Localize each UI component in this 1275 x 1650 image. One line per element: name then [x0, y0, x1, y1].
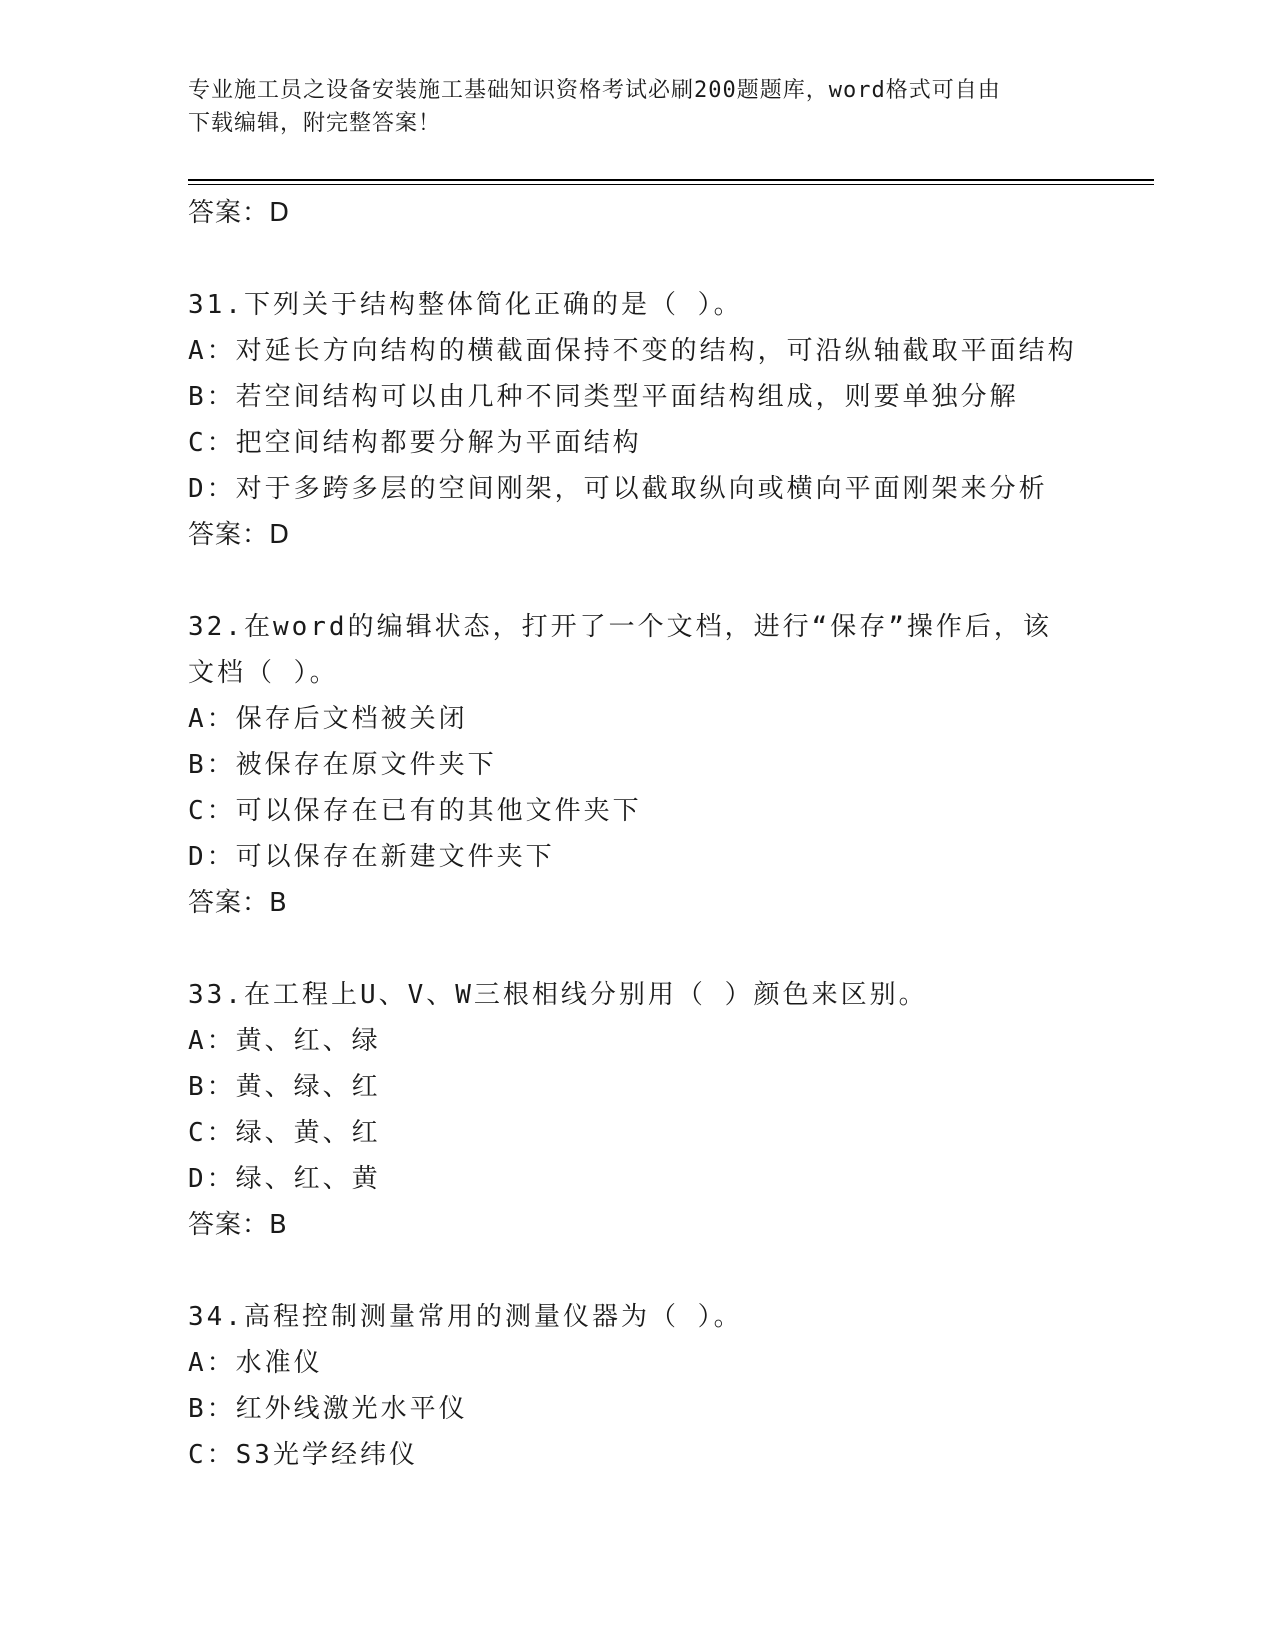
spacer	[188, 926, 1088, 972]
option-c: C：把空间结构都要分解为平面结构	[188, 428, 642, 458]
question-stem: 32.在word的编辑状态，打开了一个文档，进行“保存”操作后，该	[188, 612, 1052, 642]
option-c: C：S3光学经纬仪	[188, 1440, 418, 1470]
option-d: D：可以保存在新建文件夹下	[188, 842, 555, 872]
option-c: C：绿、黄、红	[188, 1118, 381, 1148]
question-31	[188, 282, 1088, 558]
spacer	[188, 558, 1088, 604]
question-stem: 33.在工程上U、V、W三根相线分别用（ ）颜色来区别。	[188, 980, 928, 1010]
option-b: B：被保存在原文件夹下	[188, 750, 497, 780]
option-a: A：保存后文档被关闭	[188, 704, 468, 734]
option-d: D：绿、红、黄	[188, 1164, 381, 1194]
option-b: B：红外线激光水平仪	[188, 1394, 468, 1424]
answer: 答案：D	[188, 520, 291, 550]
option-b: B：若空间结构可以由几种不同类型平面结构组成，则要单独分解	[188, 382, 1019, 412]
question-stem: 34.高程控制测量常用的测量仪器为（ ）。	[188, 1302, 743, 1332]
answer: 答案：B	[188, 888, 288, 918]
header-divider-thin	[188, 184, 1154, 185]
question-stem-continued: 文档（ ）。	[188, 658, 339, 688]
option-a: A：对延长方向结构的横截面保持不变的结构，可沿纵轴截取平面结构	[188, 336, 1077, 366]
previous-answer: 答案：D	[188, 198, 291, 228]
question-34	[188, 1294, 1088, 1478]
spacer	[188, 236, 1088, 282]
question-33	[188, 972, 1088, 1248]
option-d: D：对于多跨多层的空间刚架，可以截取纵向或横向平面刚架来分析	[188, 474, 1048, 504]
answer: 答案：B	[188, 1210, 288, 1240]
question-stem: 31.下列关于结构整体简化正确的是（ ）。	[188, 290, 743, 320]
document-header	[188, 74, 1088, 140]
option-a: A：水准仪	[188, 1348, 323, 1378]
spacer	[188, 1248, 1088, 1294]
question-list	[188, 190, 1088, 1478]
question-32	[188, 604, 1088, 926]
header-line-2: 下载编辑，附完整答案！	[188, 111, 442, 136]
header-line-1: 专业施工员之设备安装施工基础知识资格考试必刷200题题库，word格式可自由	[188, 78, 1001, 103]
option-c: C：可以保存在已有的其他文件夹下	[188, 796, 642, 826]
option-a: A：黄、红、绿	[188, 1026, 381, 1056]
option-b: B：黄、绿、红	[188, 1072, 381, 1102]
header-divider-thick	[188, 179, 1154, 181]
